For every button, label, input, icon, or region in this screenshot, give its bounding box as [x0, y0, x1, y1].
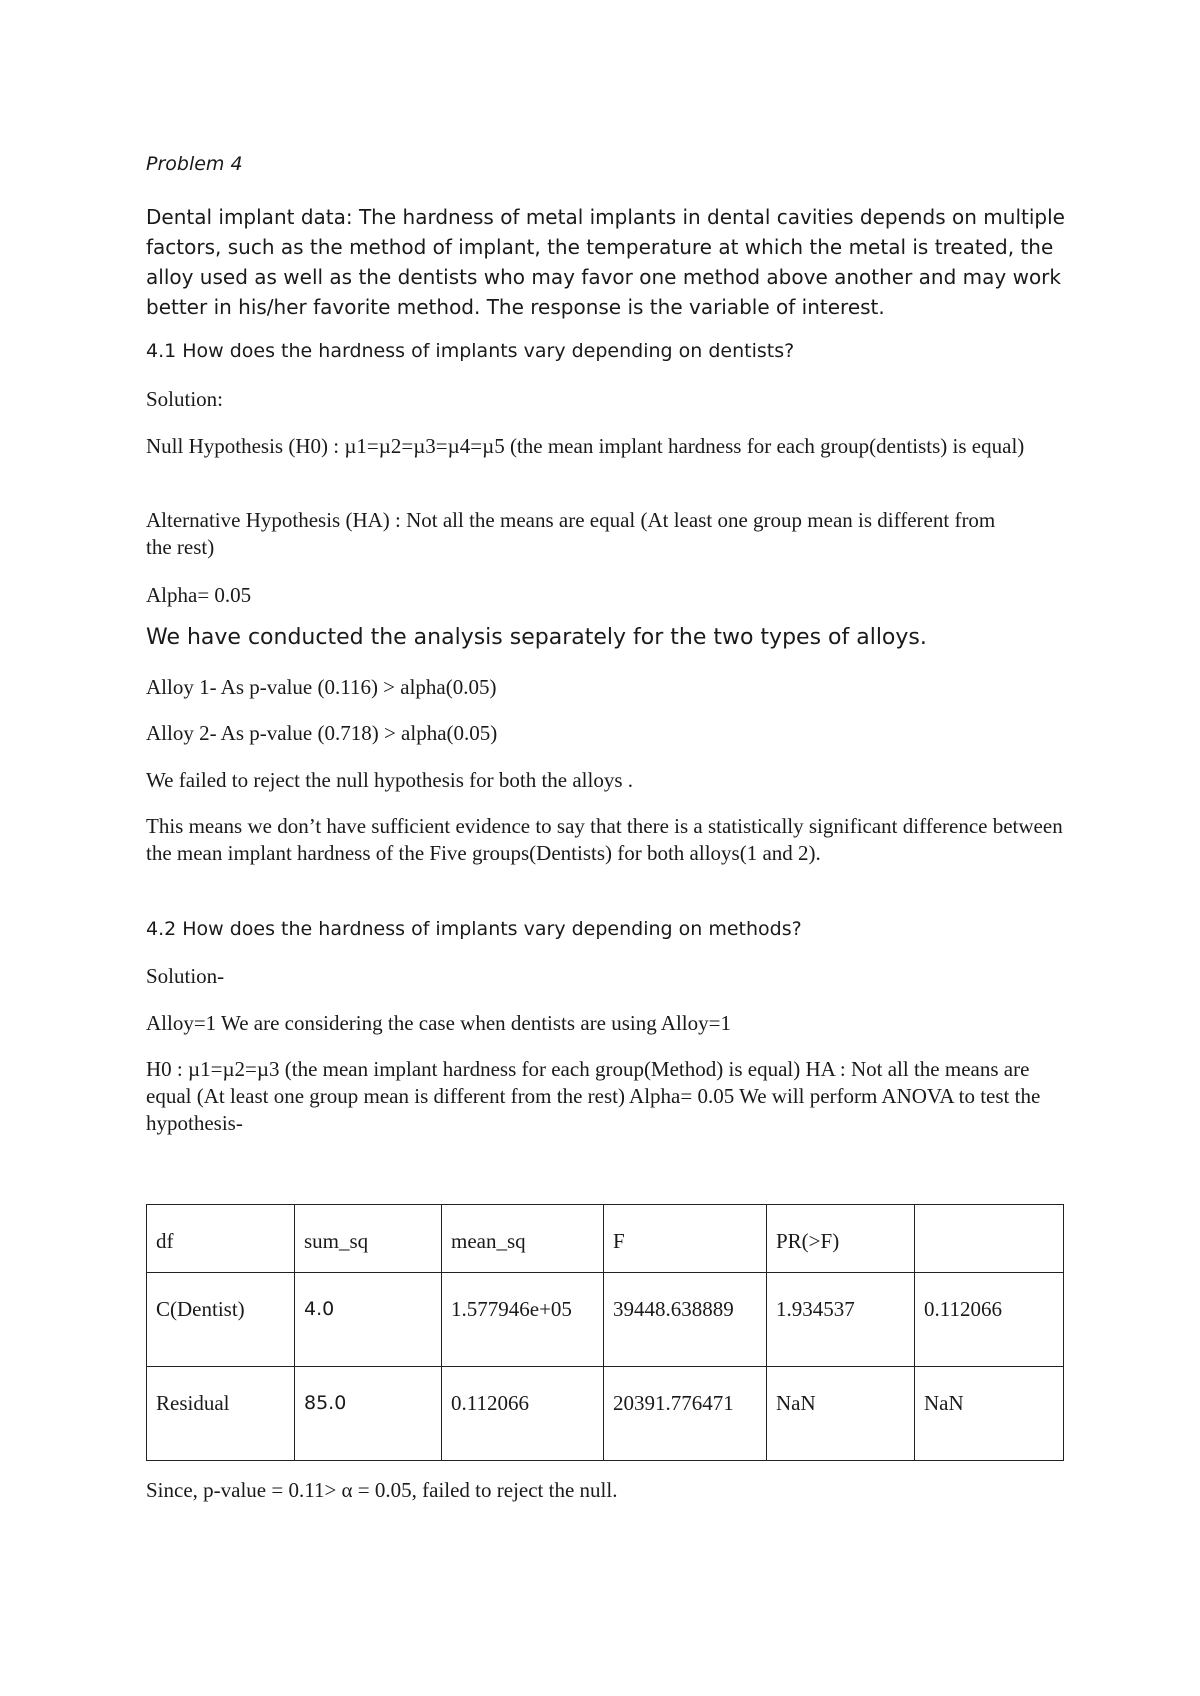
table-cell: 1.577946e+05: [442, 1273, 604, 1367]
alloy-case-statement: Alloy=1 We are considering the case when dentists are using Alloy=1: [146, 1011, 731, 1035]
table-cell: 4.0: [295, 1273, 442, 1367]
table-cell: 20391.776471: [604, 1367, 767, 1461]
header-cell: mean_sq: [442, 1205, 604, 1273]
alpha-value: Alpha= 0.05: [146, 583, 252, 607]
header-cell: PR(>F): [767, 1205, 915, 1273]
table-row: [147, 1273, 1064, 1367]
header-cell: [915, 1205, 1064, 1273]
method-hypothesis: H0 : µ1=µ2=µ3 (the mean implant hardness for each group(Method) is equal) HA : Not all the means are equal (At least one group mean is different from the rest) Alpha= 0.05 We will perform ANOVA to test the hypothesis-: [146, 1057, 1041, 1135]
header-cell: F: [604, 1205, 767, 1273]
means-interpretation: This means we don’t have sufficient evidence to say that there is a statistically significant difference between the mean implant hardness of the Five groups(Dentists) for both alloys(1 and 2).: [146, 814, 1063, 865]
solution-label-1: Solution:: [146, 387, 224, 411]
null-hypothesis: Null Hypothesis (H0) : µ1=µ2=µ3=µ4=µ5 (the mean implant hardness for each group(dentists) is equal): [146, 434, 1025, 458]
intro-paragraph: Dental implant data: The hardness of metal implants in dental cavities depends on multiple factors, such as the method of implant, the temperature at which the metal is treated, the alloy used as well as the dentists who may favor one method above another and may work better in his/her favorite method. The response is the variable of interest.: [146, 205, 1065, 319]
alloy-1-result: Alloy 1- As p-value (0.116) > alpha(0.05): [146, 675, 497, 699]
table-cell: 1.934537: [767, 1273, 915, 1367]
problem-title: Problem 4: [146, 153, 243, 175]
question-4-1: 4.1 How does the hardness of implants vary depending on dentists?: [146, 340, 795, 362]
table-cell: 0.112066: [442, 1367, 604, 1461]
table-cell: 0.112066: [915, 1273, 1064, 1367]
solution-label-2: Solution-: [146, 964, 225, 988]
table-cell: NaN: [767, 1367, 915, 1461]
anova-table: [146, 1204, 1064, 1461]
alternative-hypothesis: Alternative Hypothesis (HA) : Not all the means are equal (At least one group mean is different from the rest): [146, 508, 996, 559]
table-row: [147, 1367, 1064, 1461]
header-cell: sum_sq: [295, 1205, 442, 1273]
question-4-2: 4.2 How does the hardness of implants vary depending on methods?: [146, 918, 802, 940]
header-cell: df: [147, 1205, 295, 1273]
table-cell: 85.0: [295, 1367, 442, 1461]
conclusion: Since, p-value = 0.11> α = 0.05, failed to reject the null.: [146, 1478, 618, 1502]
table-cell: NaN: [915, 1367, 1064, 1461]
fail-to-reject-statement: We failed to reject the null hypothesis for both the alloys .: [146, 768, 634, 792]
table-cell: 39448.638889: [604, 1273, 767, 1367]
anova-header-row: [147, 1205, 1064, 1273]
alloy-2-result: Alloy 2- As p-value (0.718) > alpha(0.05): [146, 721, 498, 745]
table-cell: C(Dentist): [147, 1273, 295, 1367]
analysis-summary: We have conducted the analysis separately for the two types of alloys.: [146, 625, 927, 650]
table-cell: Residual: [147, 1367, 295, 1461]
